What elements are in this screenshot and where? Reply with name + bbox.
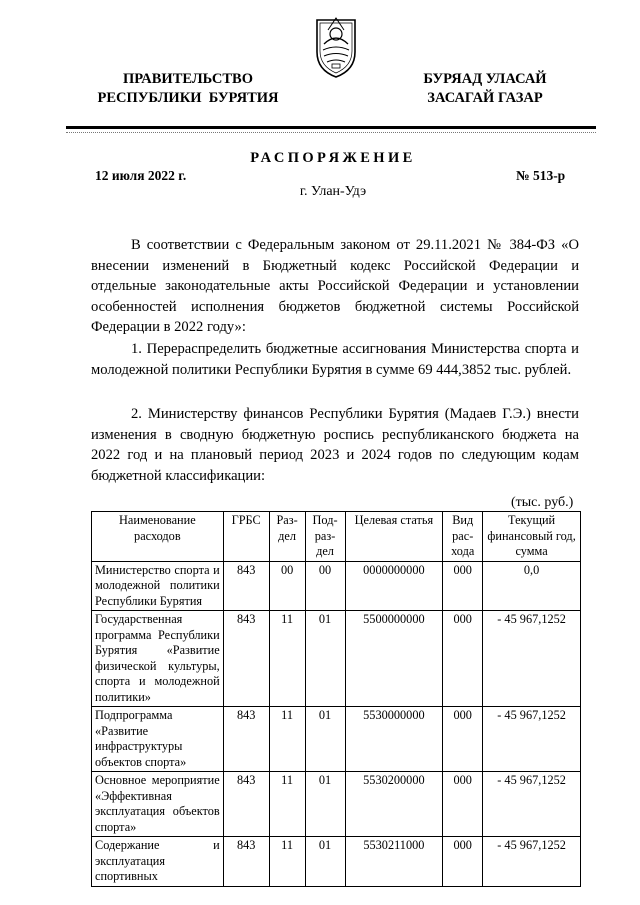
col-header-subsection: Под-раз-дел — [305, 512, 345, 562]
header-divider-dotted — [66, 132, 596, 133]
cell-amount: - 45 967,1252 — [483, 707, 581, 772]
col-header-amount: Текущий финансовый год, сумма — [483, 512, 581, 562]
cell-grbs: 843 — [223, 611, 269, 707]
cell-name: Министерство спорта и молодежной политики Республики Бурятия — [92, 561, 224, 611]
cell-section: 00 — [269, 561, 305, 611]
government-name-russian — [88, 70, 288, 108]
cell-amount: - 45 967,1252 — [483, 772, 581, 837]
cell-section: 11 — [269, 837, 305, 887]
col-header-section: Раз-дел — [269, 512, 305, 562]
cell-expense-type: 000 — [443, 707, 483, 772]
table-row — [92, 611, 581, 707]
cell-section: 11 — [269, 772, 305, 837]
header-left-line2: РЕСПУБЛИКИ БУРЯТИЯ — [97, 90, 279, 106]
budget-classification-table — [91, 511, 581, 887]
cell-target: 0000000000 — [345, 561, 443, 611]
item-2-paragraph: 2. Министерству финансов Республики Бурятия (Мадаев Г.Э.) внести изменения в сводную бюджетную роспись республиканского бюджета на 2022 год и на плановый период 2023 и 2024 годов по следующим кодам бюджетной классификации: — [91, 406, 579, 484]
document-number: № 513-р — [516, 168, 566, 183]
header-divider — [66, 126, 596, 129]
cell-subsection: 01 — [305, 611, 345, 707]
cell-subsection: 01 — [305, 707, 345, 772]
preamble-paragraph: В соответствии с Федеральным законом от 29.11.2021 № 384-ФЗ «О внесении изменений в Бюджетный кодекс Российской Федерации и отдельные законодательные акты Российской Федерации и установлении особенностей исполнения бюджетов бюджетной системы Российской Федерации в 2022 году»: — [91, 237, 579, 335]
cell-expense-type: 000 — [443, 772, 483, 837]
header-right-line2: ЗАСАГАЙ ГАЗАР — [427, 90, 543, 106]
government-name-buryat — [405, 70, 565, 108]
cell-name: Государственная программа Республики Бурятия «Развитие физической культуры, спорта и молодежной политики» — [92, 611, 224, 707]
cell-grbs: 843 — [223, 772, 269, 837]
cell-grbs: 843 — [223, 561, 269, 611]
cell-target: 5530000000 — [345, 707, 443, 772]
cell-grbs: 843 — [223, 707, 269, 772]
coat-of-arms-icon — [311, 14, 361, 80]
table-row — [92, 707, 581, 772]
document-date: 12 июля 2022 г. — [95, 168, 187, 183]
table-header-row — [92, 512, 581, 562]
table-row — [92, 837, 581, 887]
cell-name: Подпрограмма «Развитие инфраструктуры объектов спорта» — [92, 707, 224, 772]
cell-target: 5530211000 — [345, 837, 443, 887]
cell-subsection: 00 — [305, 561, 345, 611]
cell-amount: 0,0 — [483, 561, 581, 611]
document-title: РАСПОРЯЖЕНИЕ — [250, 150, 416, 166]
cell-amount: - 45 967,1252 — [483, 837, 581, 887]
cell-subsection: 01 — [305, 837, 345, 887]
cell-target: 5500000000 — [345, 611, 443, 707]
cell-name: Содержание и эксплуатация спортивных — [92, 837, 224, 887]
table-row — [92, 772, 581, 837]
table-row — [92, 561, 581, 611]
item-1-paragraph: 1. Перераспределить бюджетные ассигнования Министерства спорта и молодежной политики Республики Бурятия в сумме 69 444,3852 тыс. рублей. — [91, 341, 579, 378]
cell-target: 5530200000 — [345, 772, 443, 837]
cell-subsection: 01 — [305, 772, 345, 837]
cell-grbs: 843 — [223, 837, 269, 887]
document-city: г. Улан-Удэ — [299, 184, 367, 199]
cell-expense-type: 000 — [443, 561, 483, 611]
col-header-grbs: ГРБС — [223, 512, 269, 562]
col-header-expense-type: Вид рас-хода — [443, 512, 483, 562]
cell-amount: - 45 967,1252 — [483, 611, 581, 707]
table-unit-label: (тыс. руб.) — [511, 495, 574, 510]
cell-expense-type: 000 — [443, 837, 483, 887]
col-header-target: Целевая статья — [345, 512, 443, 562]
cell-section: 11 — [269, 707, 305, 772]
header-right-line1: БУРЯАД УЛАСАЙ — [423, 71, 547, 87]
cell-expense-type: 000 — [443, 611, 483, 707]
cell-name: Основное мероприятие «Эффективная эксплуатация объектов спорта» — [92, 772, 224, 837]
cell-section: 11 — [269, 611, 305, 707]
col-header-name: Наименование расходов — [92, 512, 224, 562]
header-left-line1: ПРАВИТЕЛЬСТВО — [123, 71, 253, 87]
